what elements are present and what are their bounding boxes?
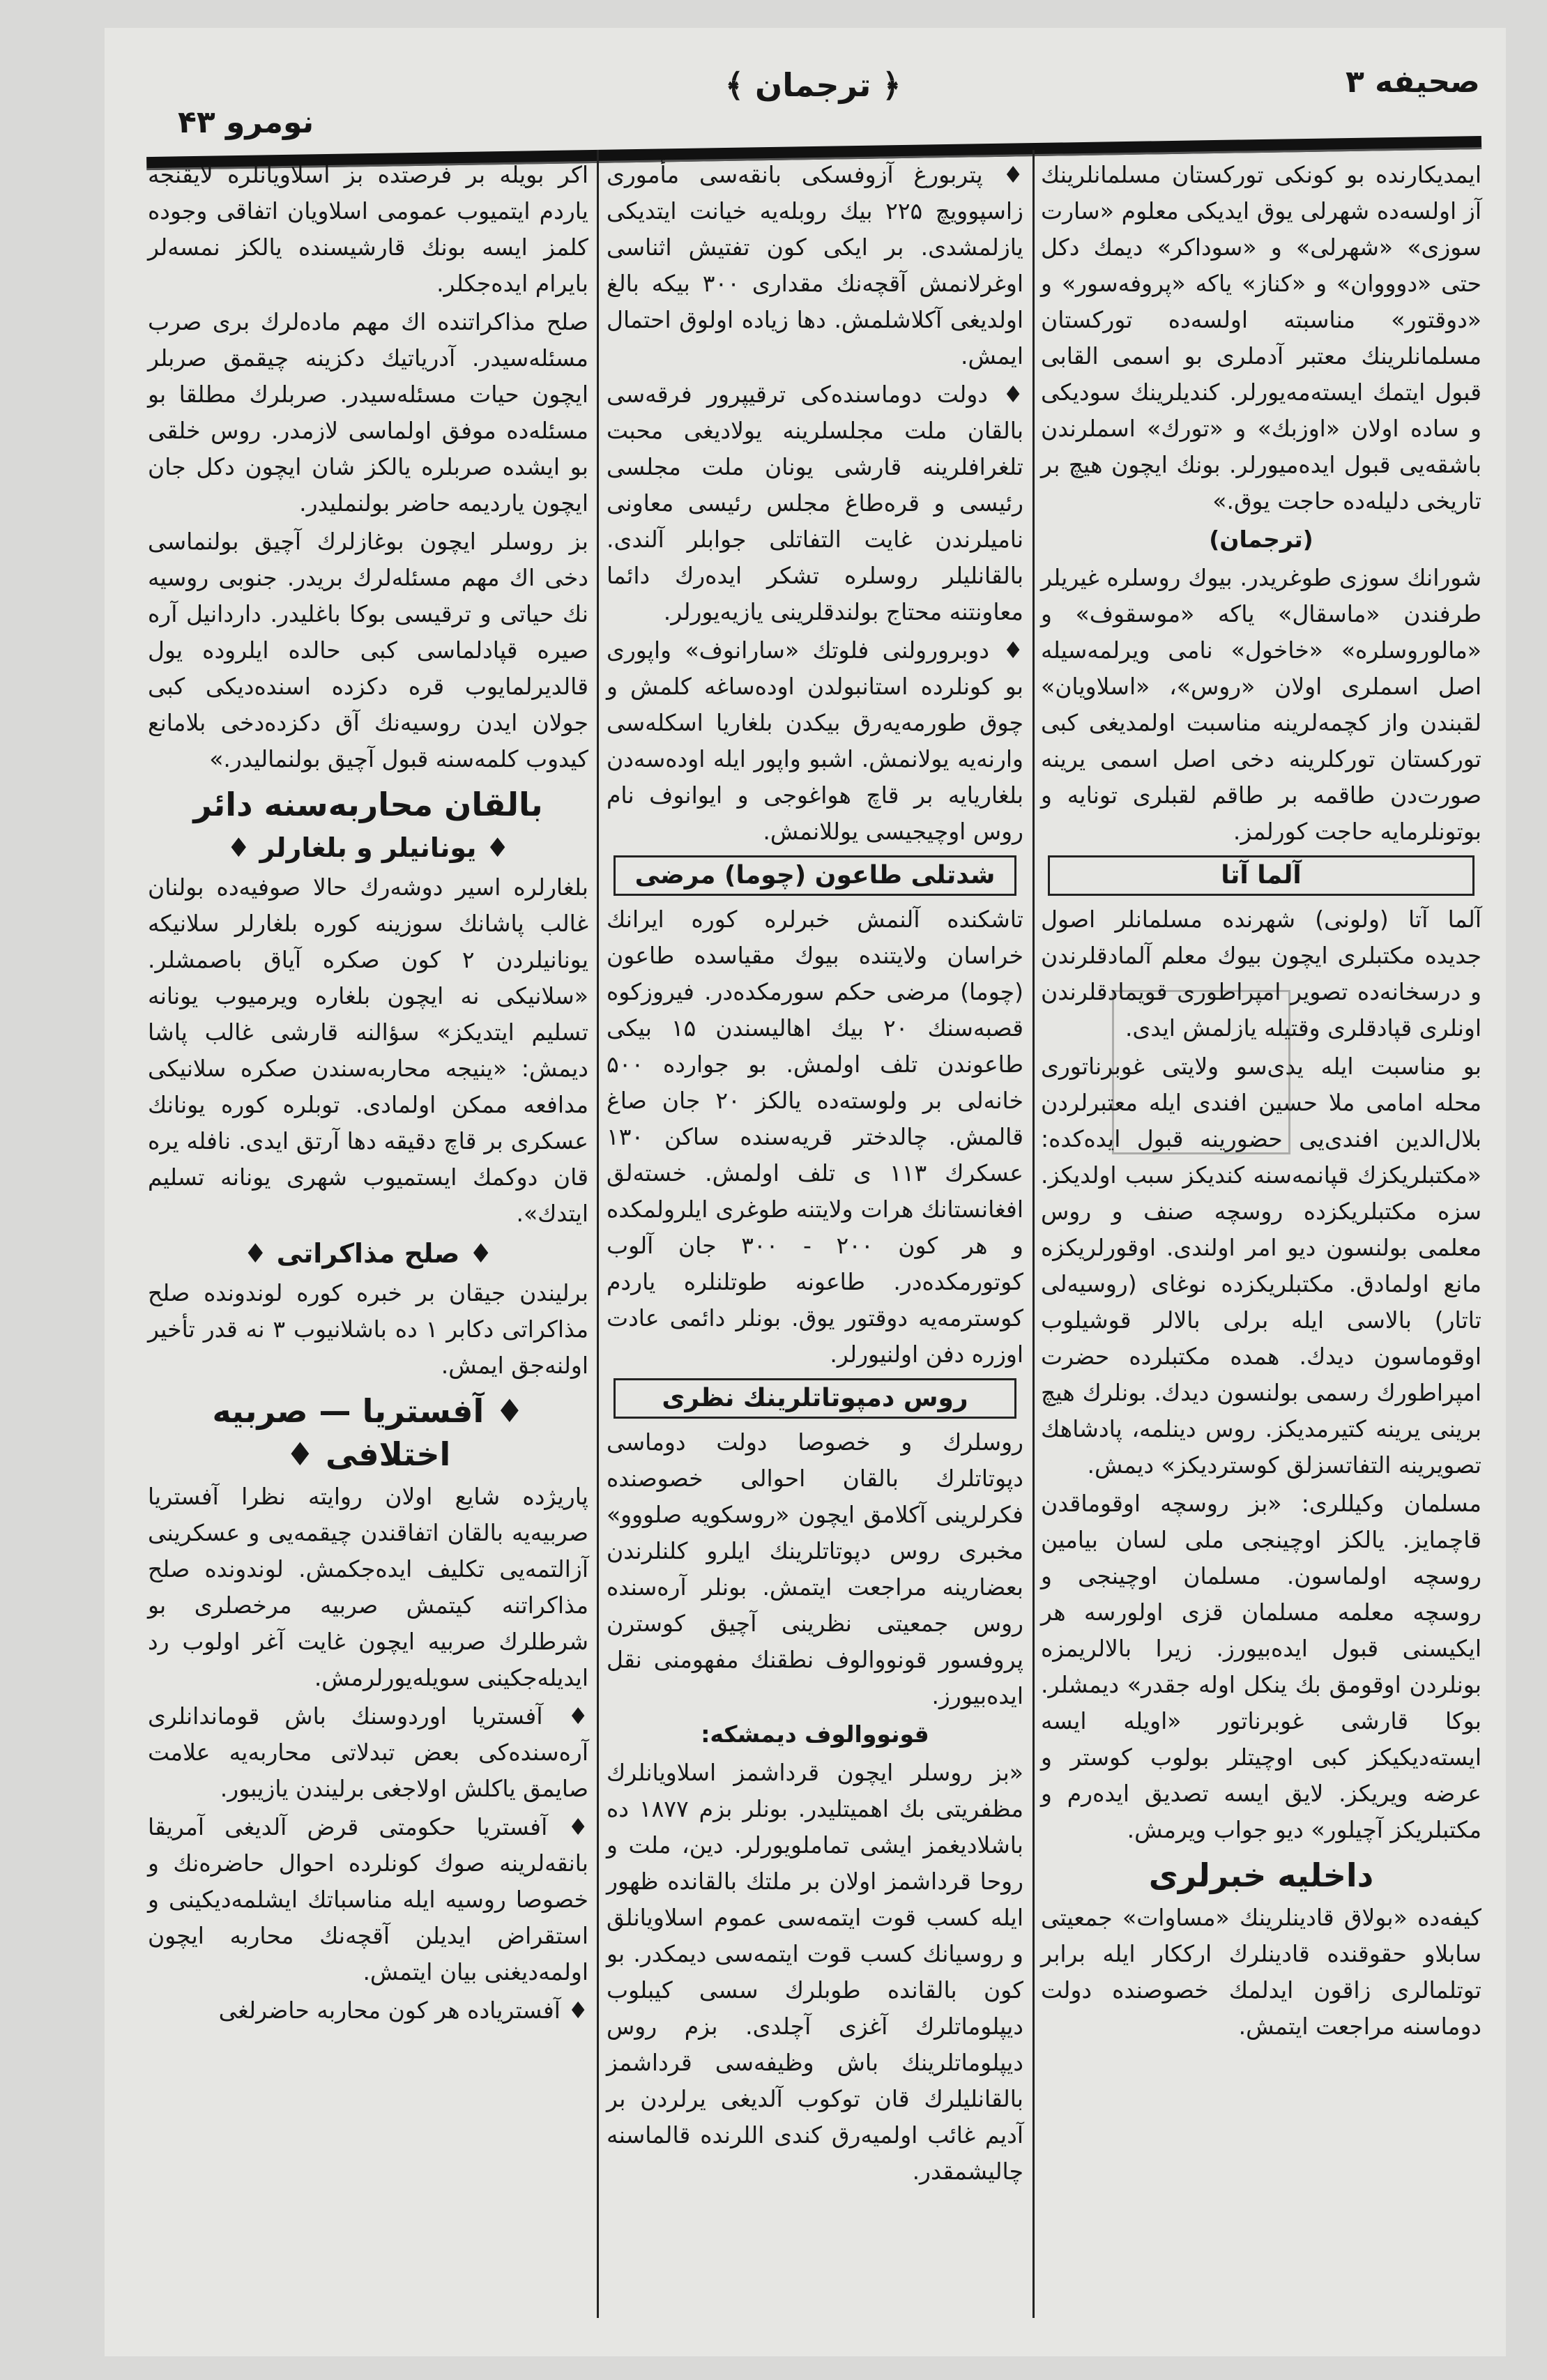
- section-heading: روس دمپوتاتلرینك نظری: [614, 1378, 1016, 1419]
- page-number: صحیفه ۳: [1346, 64, 1480, 100]
- section-heading: ♦ آفستریا — صربیه اختلافی ♦: [212, 1392, 524, 1473]
- article-paragraph: اکر بویله بر فرصتده بز اسلاویانلره لایقنجه یاردم ایتمیوب عمومی اسلاویان اتفاقی وجوده کلمز ایسه بونك قارشیسنده یالکز نمسه‌لر بایرام ایده‌جکلر.: [148, 161, 588, 297]
- article-paragraph: تاشکنده آلنمش خبرلره کوره ایرانك خراسان ولایتنده بیوك مقیاسده طاعون (چوما) مرضی حکم سورمکده‌در. فیروزکوه قصبه‌سنك ۲۰ بیك اهالیسندن ۱۵ بیکی طاعوندن تلف اولمش. بو جوارده ۵۰۰ خانه‌لی بر ولوسته‌ده یالکز ۲۰ جان صاغ قالمش. چالدختر قریه‌سنده ساکن ۱۳۰ عسکرك ۱۱۳ ی تلف اولمش. خسته‌لق افغانستانك هرات ولایتنه طوغری ایلرولمکده و هر کون ۲۰۰ - ۳۰۰ جان آلوب کوتورمکده‌در. طاعونه طوتلنلره یاردم کوسترمه‌یه دوقتور یوق. بونلر دائمی عادت اوزره دفن اولنیورلر.: [607, 906, 1024, 1368]
- article-paragraph: «بز روسلر ایچون قرداشمز اسلاویانلرك مظفریتی بك اهمیتلیدر. بونلر بزم ۱۸۷۷ ده باشلادیغمز ایشی تماملویورلر. دین، ملت و روحا قرداشمز اولان بر ملتك بالقانده ظهور ایله کسب قوت ایتمه‌سی عموم اسلاویانلق و روسیانك کسب قوت ایتمه‌سی دیمکدر. بو کون بالقانده طوبلرك سسی کیبلوب دیپلوماتلرك آغزی آچلدی. بزم روس دیپلوماتلرینك باش وظیفه‌سی قرداشمز بالقانلیلرك قان توکوب آلدیغی یرلردن بر آدیم غائب اولمیه‌رق کندی اللرنده قالماسنه چالیشمقدر.: [607, 1759, 1023, 2185]
- article-paragraph: ایمدیکارنده بو کونکی توركستان مسلمانلرینك آز اولسه‌ده شهرلی یوق ایدیکی معلوم «سارت سوزی» «شهرلی» و «سوداکر» دیمك دکل حتی «دوووان» و «کناز» یاکه «پروفه‌سور» و «دوقتور» مناسبته اولسه‌ده توركستان مسلمانلرینك معتبر آدملری بو اسمی القابی قبول ایتمك ایسته‌مه‌یورلر. کندیلرینك سوديكی و ساده اولان «اوزبك» و «تورك» اسملرندن باشقه‌یی قبول ایده‌میورلر. بونك ایچون هیچ بر تاریخی دلیله‌ده حاجت یوق.»: [1041, 161, 1481, 514]
- section-heading: داخلیه خبرلری: [1148, 1856, 1374, 1894]
- article-paragraph: برلیندن جیقان بر خبره کوره لوندونده صلح مذاکراتی دکابر ۱ ده باشلانیوب ۳ نه قدر تأخیر اولنه‌جق ایمش.: [148, 1279, 588, 1379]
- news-item: ♦ آفستریاده هر کون محاربه حاضرلغی: [218, 1997, 588, 2024]
- article-paragraph: مسلمان وکیللری: «بز روسچه اوقوماقدن قاچمایز. یالکز اوچینجی ملی لسان بیامین روسچه اولماسون. مسلمان اوچینجی و روسچه معلمه مسلمان قزی اولورسه هر ایکیسنی قبول ایده‌بیورز. زیرا بالالریمزه بونلردن اوقومق بك ینکل اوله جقدر» دیمشلر. بوکا قارشی غوبرناتور «اویله ایسه ایسته‌دیکیکز کبی اوچیتلر بولوب کوستر و عرضه ویریکز. لایق ایسه تصدیق ایده‌رم و مکتبلریکز آچیلور» دیو جواب ویرمش.: [1041, 1490, 1481, 1843]
- column-right: [1041, 157, 1481, 2047]
- subsection-heading: ♦ یونانیلر و بلغارلر ♦: [227, 832, 510, 863]
- article-paragraph: روسلرك و خصوصا دولت دوماسی دپوتاتلرك بالقان احوالی خصوصنده فکرلرینی آکلامق ایچون «روسکویه صلووو» مخبری روس دپوتاتلرینك ایلرو کلنلرندن بعضارینه مراجعت ایتمش. بونلر آره‌سنده روس جمعیتی نظرینی آچیق کوسترن پروفسور قونووالوف نطقنك مفهومنی نقل ایده‌بیورز.: [607, 1428, 1023, 1709]
- section-heading: آلما آتا: [1048, 855, 1474, 896]
- news-item: ♦ آفستریا حکومتی قرض آلدیغی آمریقا بانقه‌لرینه صوك کونلرده احوال حاضره‌نك و خصوصا روسیه ایله مناسباتك ایشلمه‌دیکینی و استقراض ایدیلن آقچه‌نك محاربه ایچون اولمه‌دیغنی بیان ایتمش.: [148, 1813, 588, 1985]
- issue-number: نومرو ۴۳: [178, 105, 314, 140]
- news-item: ♦ دولت دوماسنده‌کی ترقیپرور فرقه‌سی بالقان ملت مجلسلرینه یولادیغی محبت تلغرافلرینه قارشی یونان ملت مجلسی رئیسی و قره‌طاغ مجلس رئیسی معاونی نامیلرندن غایت التفاتلی جوابلر آلندی. بالقانلیلر روسلره تشکر ایده‌رك دائما معاونتنه محتاج بولندقلرینی یازیه‌یورلر.: [607, 381, 1023, 625]
- section-heading: بالقان محاربه‌سنه دائر: [193, 786, 543, 823]
- article-paragraph: قونووالوف دیمشکه:: [701, 1721, 929, 1748]
- news-item: ♦ آفستریا اوردوسنك باش قوماندانلری آره‌سنده‌کی بعض تبدلاتی محاربه‌یه علامت صایمق یاکلش اولاجغی برلیندن یازیبور.: [148, 1702, 588, 1802]
- article-paragraph: پاریژده شایع اولان روایته نظرا آفستریا صربیه‌یه بالقان اتفاقندن چیقمه‌یی و عسکرینی آزالتمه‌یی تکلیف ایده‌جکمش. لوندونده صلح مذاکراتنه کیتمش صربیه مرخصلری بو شرطلرك صربیه ایچون غایت آغر اولوب رد ایدیله‌جکینی سویله‌یورلرمش.: [148, 1483, 588, 1691]
- article-paragraph: شورانك سوزی طوغریدر. بیوك روسلره غیریلر طرفندن «ماسقال» یاکه «موسقوف» و «مالوروسلره» «خاخول» نامی ویرلمه‌سیله اصل اسملری اولان «روس»، «اسلاویان» لقبندن واز کچمه‌لرینه مناسبت اولمدیغی کبی توركستان توركلرینه دخی اصل اسمی یرینه صورت‌دن طاقمه بر طاقم لقبلری تونایه و بوتونلرمایه حاجت کورلمز.: [1041, 564, 1481, 845]
- article-paragraph: صلح مذاکراتنده اك مهم ماده‌لرك بری صرب مسئله‌سیدر. آدریاتیك دکزینه چیقمق صربلر ایچون حیات مسئله‌سیدر. صربلرك مطلقا بو مسئله‌ده موفق اولماسی لازمدر. روس خلقی بو ایشده صربلره یالکز شان ایچون دکل جان ایچون یاردیمه حاضر بولنملیدر.: [148, 308, 588, 517]
- subsection-heading: ♦ صلح مذاکراتی ♦: [243, 1238, 493, 1269]
- news-item: ♦ دوبرورولنی فلوتك «سارانوف» واپوری بو کونلرده استانبولدن اوده‌ساغه کلمش و چوق طورمه‌یه‌رق بیکدن بلغاریا اسکله‌سی وارنه‌یه یولانمش. اشبو واپور ایله اوده‌سه‌دن بلغاریایه بر قاچ هواغوجی و ایوانوف نام روس اوچیجیسی یوللانمش.: [607, 636, 1023, 845]
- article-paragraph: بز روسلر ایچون بوغازلرك آچیق بولنماسی دخی اك مهم مسئله‌لرك بریدر. جنوبی روسیه نك حیاتی و ترقیسی بوکا باغلیدر. داردانیل آره صیره قپادلماسی کبی حالده ایلروده یول قالدیرلمایوب قره دکزده اسنده‌دیکی کبی جولان ایدن روسیه‌نك آق دکزده‌دخی بلامانع کیدوب کلمه‌سنه قبول آچیق بولنمالیدر.»: [148, 528, 588, 772]
- section-heading: شدتلی طاعون (چوما) مرضی: [614, 855, 1016, 896]
- column-left: [148, 157, 588, 2031]
- article-paragraph: بلغارلره اسیر دوشه‌رك حالا صوفیه‌ده بولنان غالب پاشانك سوزینه کوره بلغارلر سلانیکه یونانیلردن ۲ کون صکره آیاق باصمشلر. «سلانیکی نه ایچون بلغاره ویرمیوب یونانه تسلیم ایتدیکز» سؤالنه قارشی غالب پاشا دیمش: «ینیجه محاربه‌سندن صکره سلانیکی مدافعه ممکن اولمادی. توبلره کوره یونانك عسکری بر قاچ دقیقه دها آرتق ایدی. نافله یره قان دوکمك ایستمیوب شهری یونانه تسلیم ایتدك».: [148, 874, 589, 1227]
- article-paragraph: آلما آتا (ولونی) شهرنده مسلمانلر اصول جدیده مکتبلری ایچون بیوك معلم آلمادقلرندن و درسخانه‌ده تصویر امپراطوری قویمادقلرندن اونلری قپادقلری وقتیله یازلمش ایدی.: [1041, 906, 1481, 1042]
- article-signature: (ترجمان): [1209, 526, 1313, 553]
- column-divider: [1032, 150, 1035, 2318]
- article-paragraph: کیفه‌ده «بولاق قادینلرینك «مساوات» جمعیتی سابلاو حقوقنده قادینلرك ارککار ایله برابر توتلمالری زاقون ایدلمك خصوصنده دولت دوماسنه مراجعت ایتمش.: [1041, 1904, 1481, 2040]
- column-divider: [597, 150, 599, 2318]
- column-middle: [607, 157, 1023, 2192]
- article-paragraph: بو مناسبت ایله یدی‌سو ولایتی غوبرناتوری محله امامی ملا حسین افندی ایله معتبرلردن بلال‌الدین افندی‌یی حضورینه قبول ایده‌کده: «مکتبلریکزك قپانمه‌سنه کندیکز سبب اولدیکز. سزه مکتبلریکزده روسچه صنف و روس معلمی بولنسون دیو امر اولندی. اوقورلریکزه مانع اولمادق. مکتبلریکزده نوغای (روسیه‌لی تاتار) بالاسی ایله برلی بالالر قوشیلوب اوقوماسون دیدك. همده مکتبلرده حضرت امپراطورك رسمی بولنسون دیدك. بونلرك هیچ برینی یرینه کتیرمدیکز. روس دینلمه، پادشاهك تصویرینه التفاتسزلق کوستردیکز» دیمش.: [1041, 1053, 1481, 1479]
- masthead-title: ﴿ ترجمان ﴾: [725, 66, 901, 104]
- news-item: ♦ پتربورغ آزوفسکی بانقه‌سی مأموری زاسپوویچ ۲۲۵ بیك روبله‌یه خیانت ایتدیکی یازلمشدی. بر ایکی کون تفتیش اثناسی اوغرلانمش آقچه‌نك مقداری ۳۰۰ بیكه بالغ اولدیغی آکلاشلمش. دها زیاده اولوق احتمال ایمش.: [607, 161, 1023, 369]
